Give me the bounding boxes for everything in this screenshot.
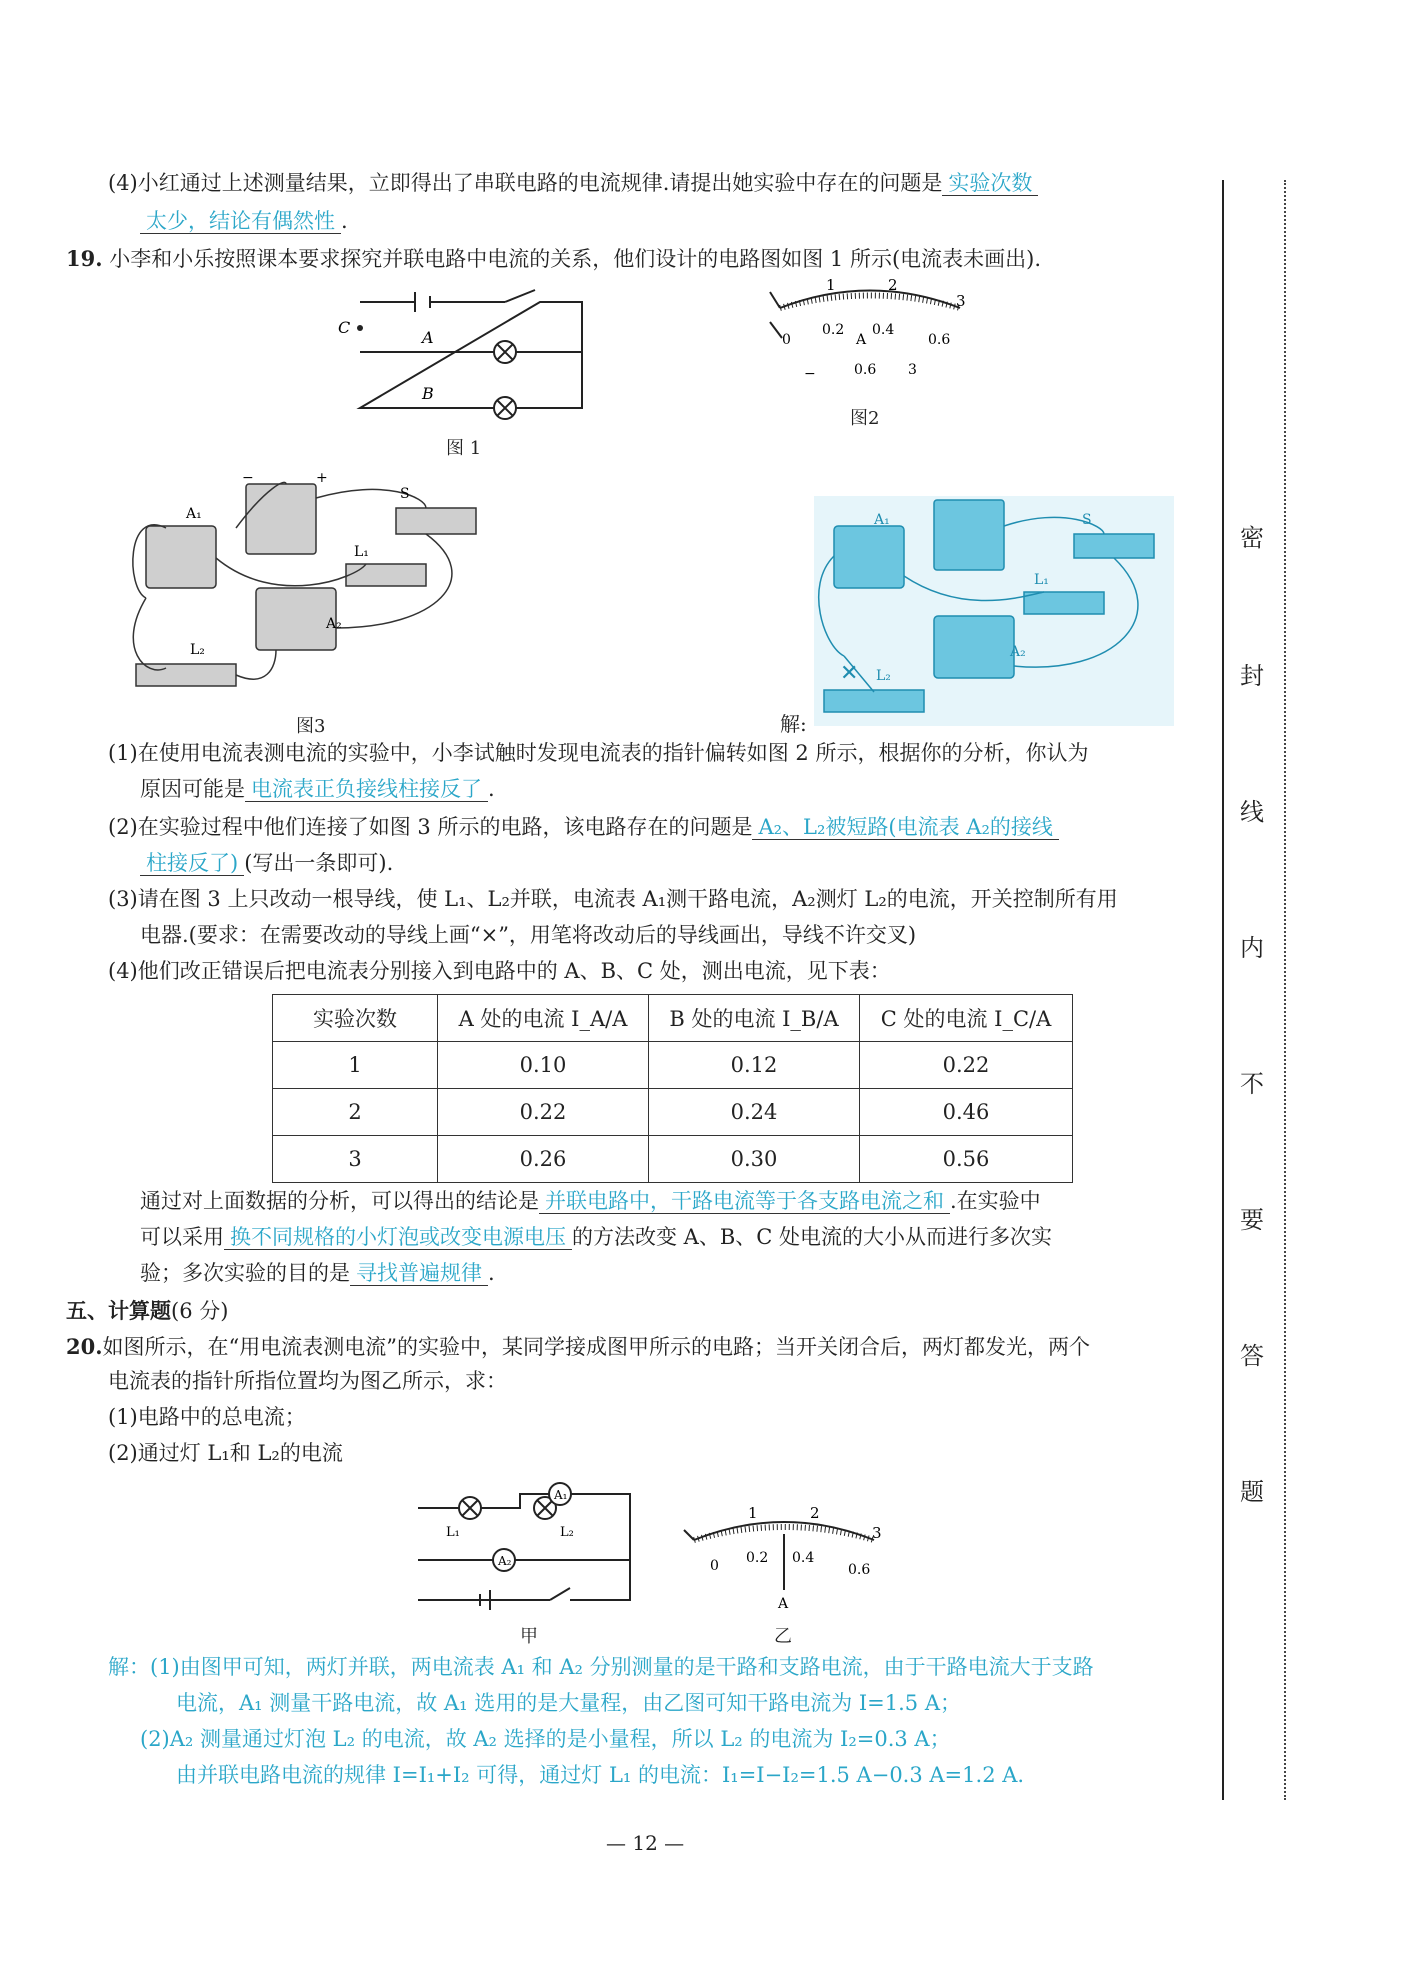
q20-meter-yi (674, 1504, 894, 1614)
sol-fig-s: S (1082, 512, 1092, 528)
solution-cross: ✕ (840, 661, 859, 686)
table-header: A 处的电流 I_A/A (438, 995, 649, 1042)
q19-p2-line1: (2)在实验过程中他们连接了如图 3 所示的电路，该电路存在的问题是 A₂、L₂被短路(电流表 A₂的接线 (108, 812, 1059, 842)
q20-a2: A₂ (498, 1554, 512, 1568)
q19-p1-answer[interactable]: 电流表正负接线柱接反了 (245, 777, 488, 802)
q19-p1-line1: (1)在使用电流表测电流的实验中，小李试触时发现电流表的指针偏转如图 2 所示，根据你的分析，你认为 (108, 741, 1089, 765)
sol-fig-l1: L₁ (1034, 572, 1049, 588)
q20-circuit-jia (410, 1478, 640, 1618)
fig2-bottom-3: 0.6 (928, 332, 951, 348)
q19-p4-line1: (4)他们改正错误后把电流表分别接入到电路中的 A、B、C 处，测出电流，见下表： (108, 959, 891, 983)
fig3-s: S (400, 486, 410, 502)
q20-meter-bottom-3: 0.6 (848, 1562, 871, 1578)
q20-l1: L₁ (446, 1525, 460, 1540)
q19-stem: 19. 小李和小乐按照课本要求探究并联电路中电流的关系，他们设计的电路图如图 1 所示(电流表未画出). (66, 246, 1042, 271)
q19-conclusion-answer[interactable]: 并联电路中，干路电流等于各支路电流之和 (539, 1189, 950, 1214)
q20-stem2: 电流表的指针所指位置均为图乙所示，求： (108, 1369, 507, 1393)
q19-p2-answer-1[interactable]: A₂、L₂被短路(电流表 A₂的接线 (752, 815, 1058, 840)
fig3-l2: L₂ (190, 642, 205, 658)
q19-purpose-answer[interactable]: 寻找普遍规律 (350, 1261, 488, 1286)
solution-prefix: 解: (780, 712, 807, 736)
figure-1-caption: 图 1 (446, 438, 482, 459)
q20-meter-top-1: 1 (748, 1504, 758, 1522)
fig3-a1: A₁ (186, 506, 202, 522)
q20-meter-bottom-0: 0 (710, 1558, 719, 1574)
figure-1-circuit (330, 286, 600, 436)
current-table (272, 994, 1073, 1183)
q20-meter-bottom-2: 0.4 (792, 1550, 815, 1566)
q19-p1-line2: 原因可能是 电流表正负接线柱接反了 . (140, 777, 495, 801)
table-cell: 0.24 (649, 1089, 860, 1136)
sol-fig-a2: A₂ (1010, 644, 1026, 660)
q20-a1: A₁ (554, 1488, 568, 1502)
fig3-minus: − (242, 470, 254, 486)
q18-4-answer-1[interactable]: 实验次数 (942, 171, 1038, 196)
sol-fig-a1: A₁ (874, 512, 890, 528)
q20-stem1: 20.如图所示，在“用电流表测电流”的实验中，某同学接成图甲所示的电路；当开关闭合后，两灯都发光，两个 (66, 1334, 1091, 1359)
q20-sub1: (1)电路中的总电流； (108, 1405, 306, 1429)
solution-apparatus (814, 496, 1174, 726)
table-header: C 处的电流 I_C/A (860, 995, 1073, 1042)
table-cell: 0.10 (438, 1042, 649, 1089)
table-cell: 2 (273, 1089, 438, 1136)
fig2-top-3: 3 (956, 292, 966, 310)
table-header: B 处的电流 I_B/A (649, 995, 860, 1042)
fig1-label-a: A (422, 328, 434, 347)
table-cell: 0.46 (860, 1089, 1073, 1136)
fig2-top-1: 1 (826, 278, 836, 294)
page-number: — 12 — (606, 1831, 685, 1855)
q20-solution-1: 解：(1)由图甲可知，两灯并联，两电流表 A₁ 和 A₂ 分别测量的是干路和支路电流，由于干路电流大于支路 (108, 1655, 1094, 1679)
figure-2-caption: 图2 (850, 408, 880, 429)
q19-p3-line2: 电器.(要求：在需要改动的导线上画“×”，用笔将改动后的导线画出，导线不许交叉) (140, 923, 917, 947)
q20-fig-yi: 乙 (774, 1626, 792, 1647)
table-row (273, 1089, 1073, 1136)
seal-char: 题 (1240, 1478, 1264, 1506)
table-header-row (273, 995, 1073, 1042)
seal-line (1222, 180, 1224, 1800)
q19-method-answer[interactable]: 换不同规格的小灯泡或改变电源电压 (224, 1225, 572, 1250)
q19-purpose-line: 验；多次实验的目的是 寻找普遍规律 . (140, 1261, 495, 1285)
fig2-terminal-06: 0.6 (854, 362, 877, 378)
q20-l2: L₂ (560, 1525, 574, 1540)
seal-char: 不 (1240, 1070, 1264, 1098)
figure-3-caption: 图3 (296, 716, 326, 737)
fig2-unit: A (856, 332, 867, 348)
seal-char: 封 (1240, 662, 1264, 690)
q20-meter-bottom-1: 0.2 (746, 1550, 769, 1566)
fig3-plus: + (316, 470, 328, 486)
seal-char: 答 (1240, 1342, 1264, 1370)
fig1-label-b: B (422, 384, 434, 403)
seal-char: 要 (1240, 1206, 1264, 1234)
fig1-label-c: C (338, 318, 351, 337)
table-cell: 0.22 (860, 1042, 1073, 1089)
table-header: 实验次数 (273, 995, 438, 1042)
fig2-bottom-0: 0 (782, 332, 791, 348)
fig3-a2: A₂ (326, 616, 342, 632)
fig2-bottom-2: 0.4 (872, 322, 895, 338)
q20-solution-3: (2)A₂ 测量通过灯泡 L₂ 的电流，故 A₂ 选择的是小量程，所以 L₂ 的电流为 I₂=0.3 A； (140, 1727, 951, 1751)
table-cell: 3 (273, 1136, 438, 1183)
q20-meter-top-2: 2 (810, 1504, 820, 1522)
q19-p2-line2: 柱接反了) (写出一条即可). (140, 848, 393, 878)
fig3-l1: L₁ (354, 544, 369, 560)
section-5-title: 五、计算题(6 分) (66, 1298, 229, 1323)
table-cell: 0.26 (438, 1136, 649, 1183)
q20-meter-top-3: 3 (872, 1524, 882, 1542)
q20-solution-4: 由并联电路电流的规律 I=I₁+I₂ 可得，通过灯 L₁ 的电流：I₁=I−I₂=1.5 A−0.3 A=1.2 A. (176, 1763, 1025, 1787)
q19-method-line: 可以采用 换不同规格的小灯泡或改变电源电压 的方法改变 A、B、C 处电流的大小从而进行多次实 (140, 1225, 1053, 1249)
q20-solution-2: 电流，A₁ 测量干路电流，故 A₁ 选用的是大量程，由乙图可知干路电流为 I=1.5 A； (176, 1691, 961, 1715)
sol-fig-l2: L₂ (876, 668, 891, 684)
q18-4-answer-2[interactable]: 太少，结论有偶然性 (140, 209, 341, 234)
q19-p2-answer-2[interactable]: 柱接反了) (140, 851, 244, 876)
q20-meter-unit: A (778, 1596, 789, 1612)
q19-p3-line1: (3)请在图 3 上只改动一根导线，使 L₁、L₂并联，电流表 A₁测干路电流，A₂测灯 L₂的电流，开关控制所有用 (108, 887, 1118, 911)
table-cell: 0.30 (649, 1136, 860, 1183)
figure-2-meter (760, 278, 980, 398)
table-cell: 0.56 (860, 1136, 1073, 1183)
q18-4-line2: 太少，结论有偶然性 . (140, 206, 348, 236)
seal-dotted-line (1284, 180, 1286, 1800)
fig2-bottom-1: 0.2 (822, 322, 845, 338)
q20-fig-jia: 甲 (520, 1626, 538, 1647)
table-cell: 0.22 (438, 1089, 649, 1136)
seal-char: 密 (1240, 524, 1264, 552)
table-row (273, 1136, 1073, 1183)
q20-sub2: (2)通过灯 L₁和 L₂的电流 (108, 1441, 343, 1465)
fig2-terminal-neg: − (804, 366, 816, 382)
fig2-top-2: 2 (888, 278, 898, 294)
figure-3-apparatus (126, 468, 496, 708)
fig2-terminal-3: 3 (908, 362, 917, 378)
table-cell: 1 (273, 1042, 438, 1089)
table-cell: 0.12 (649, 1042, 860, 1089)
q18-4-line1: (4)小红通过上述测量结果，立即得出了串联电路的电流规律.请提出她实验中存在的问题是 实验次数 (108, 168, 1038, 198)
table-row (273, 1042, 1073, 1089)
seal-char: 线 (1240, 798, 1264, 826)
q19-conclusion-line: 通过对上面数据的分析，可以得出的结论是 并联电路中，干路电流等于各支路电流之和 .在实验中 (140, 1189, 1041, 1213)
seal-char: 内 (1240, 934, 1264, 962)
